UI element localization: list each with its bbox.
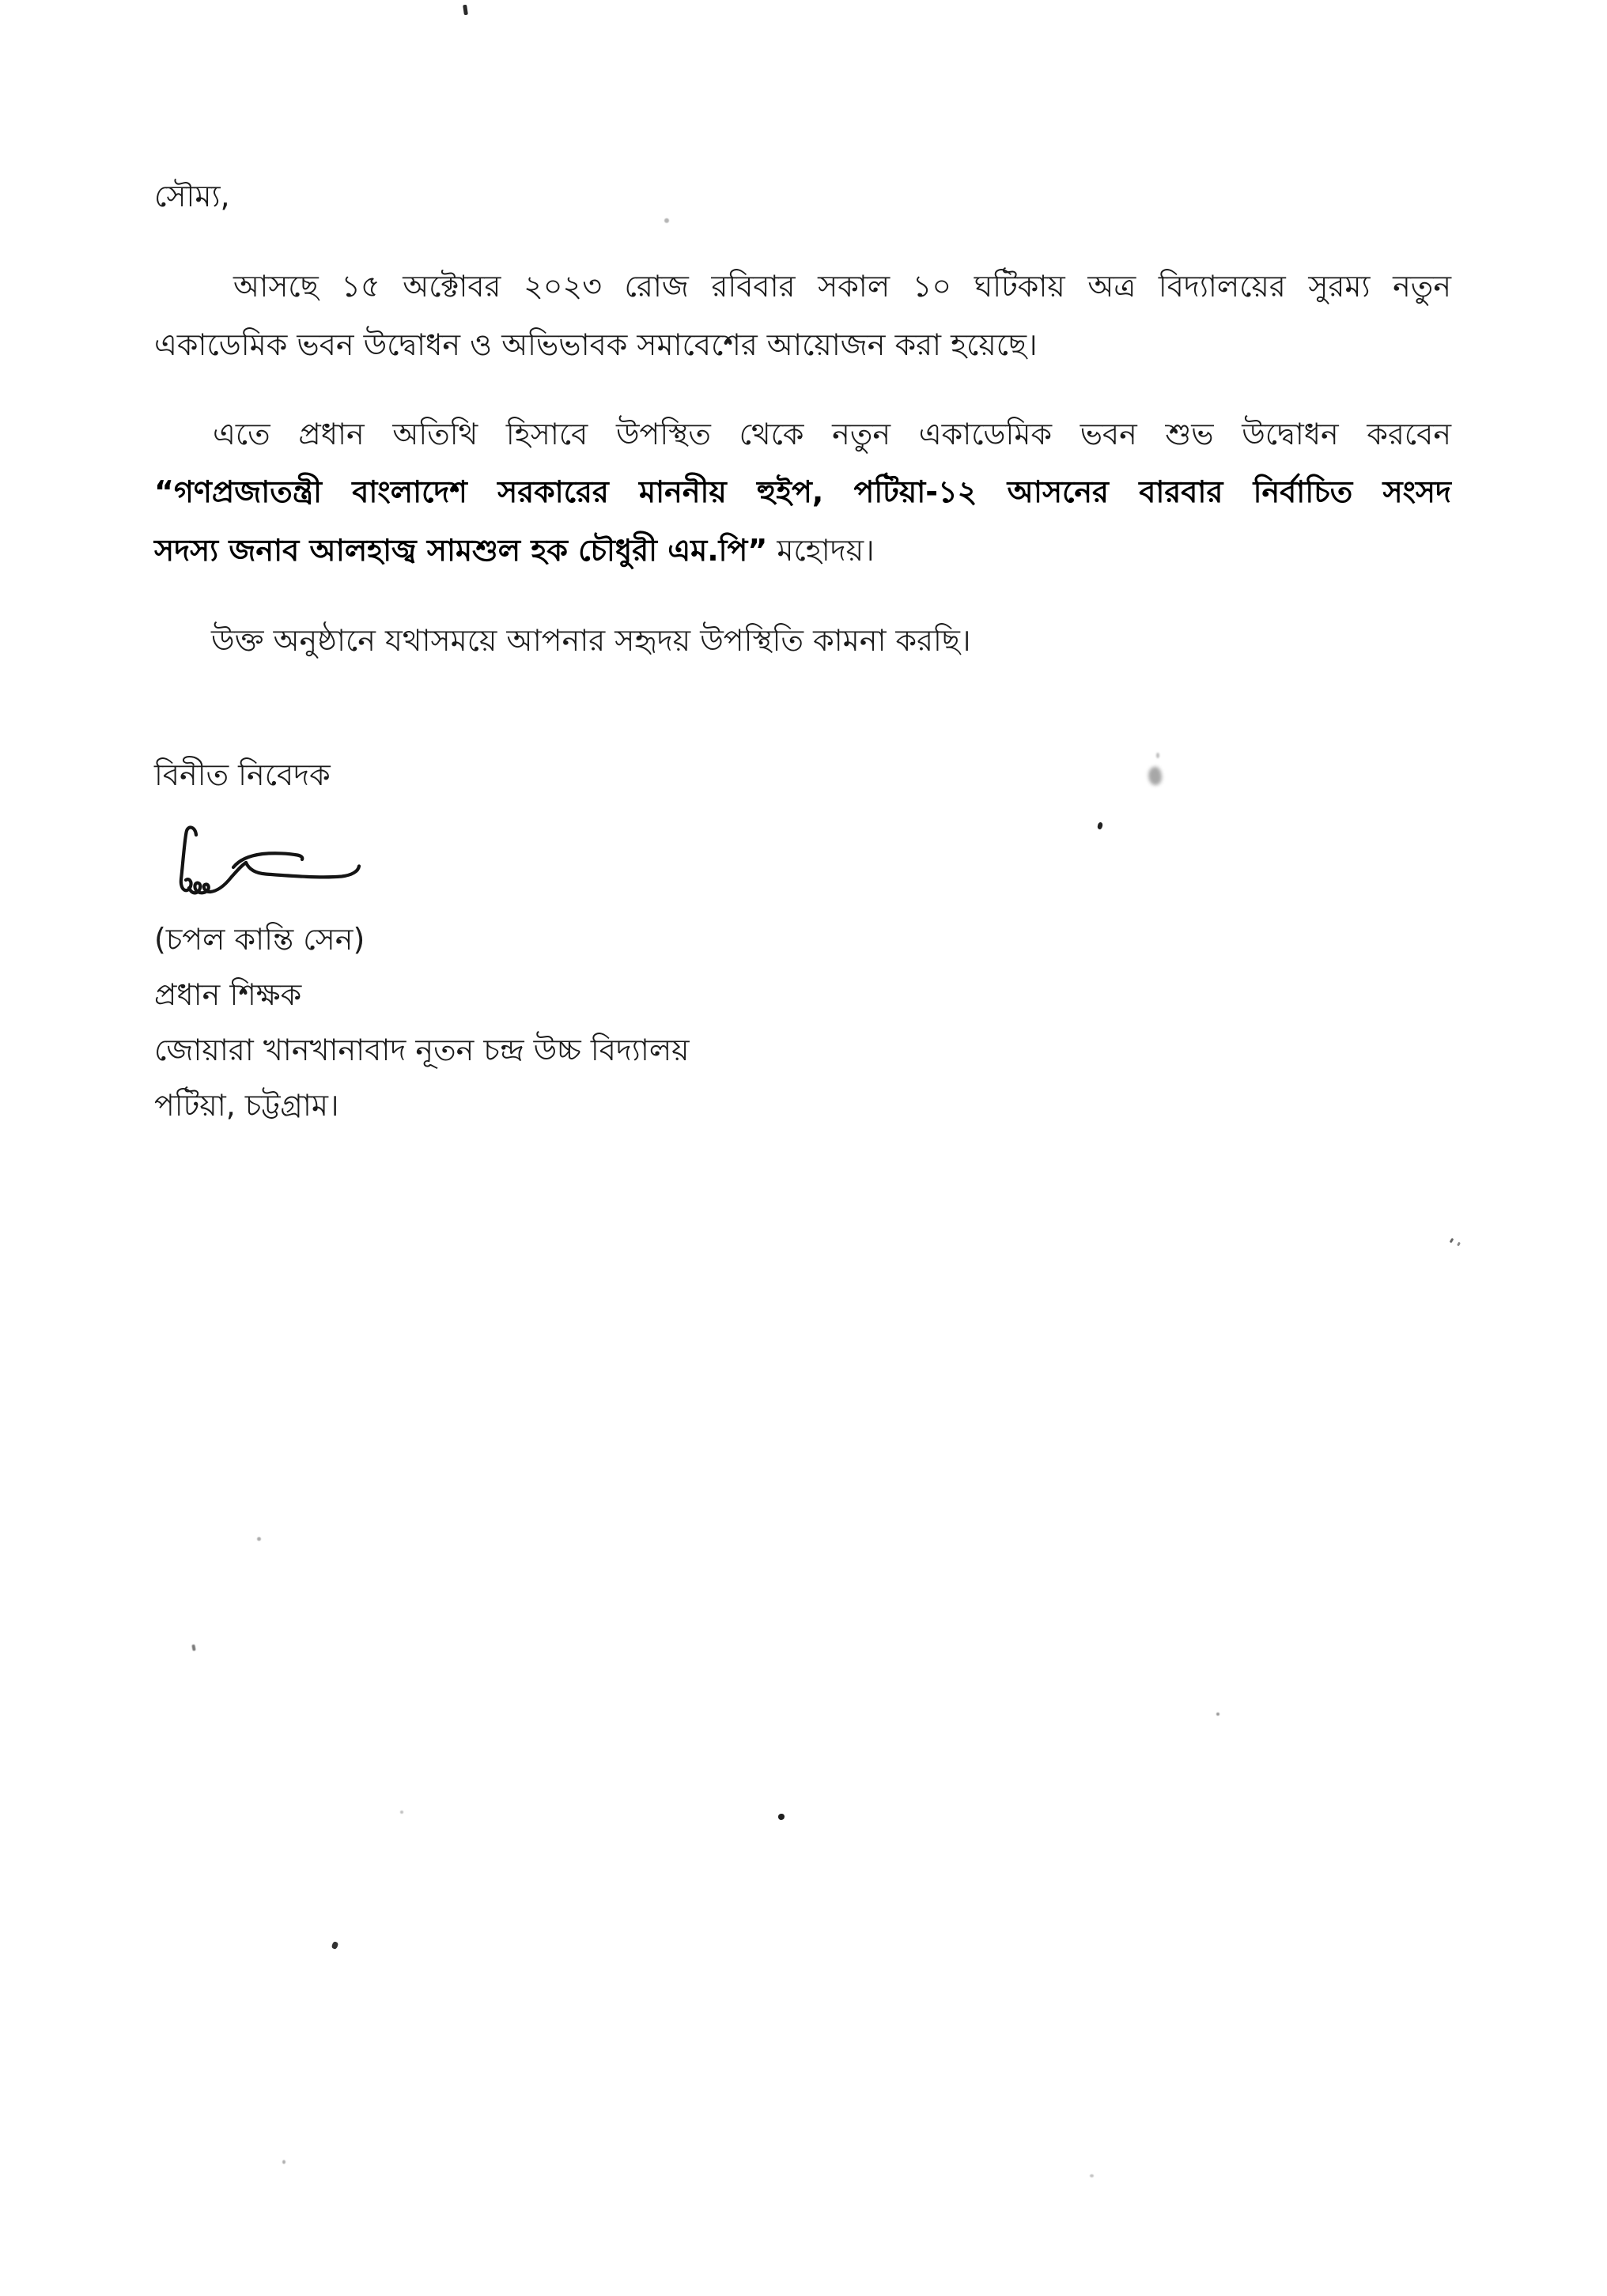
scan-speck xyxy=(257,1537,261,1541)
paragraph1-line1: আসছে ১৫ অক্টোবর ২০২৩ রোজ রবিবার সকাল ১০ ঘটিকায় অত্র বিদ্যালয়ের সুরম্য নতুন xyxy=(233,269,1451,304)
scan-speck xyxy=(1097,821,1103,829)
scan-speck xyxy=(191,1645,195,1652)
handwritten-signature xyxy=(172,822,370,901)
paragraph1-line2: একাডেমিক ভবন উদ্বোধন ও অভিভাবক সমাবেশের আয়োজন করা হয়েছে। xyxy=(154,327,1038,362)
scan-speck xyxy=(1156,753,1159,758)
signer-name: (চপল কান্তি সেন) xyxy=(154,922,365,957)
scan-speck xyxy=(1090,2174,1094,2177)
scan-speck xyxy=(282,2160,285,2164)
scan-speck xyxy=(778,1814,785,1820)
scan-speck xyxy=(463,5,468,16)
salutation: সৌম্য, xyxy=(154,179,230,213)
scan-speck xyxy=(400,1811,403,1814)
scan-speck xyxy=(1216,1713,1219,1716)
paragraph3-line1: উক্ত অনুষ্ঠানে যথাসময়ে আপনার সহৃদয় উপস্থিতি কামনা করছি। xyxy=(211,623,971,658)
scan-speck xyxy=(1457,1242,1461,1247)
paragraph2-line3-regular-part: মহোদয়। xyxy=(767,533,875,568)
scan-speck xyxy=(664,218,669,223)
paragraph2-line1: এতে প্রধান অতিথি হিসাবে উপস্থিত থেকে নতুন একাডেমিক ভবন শুভ উদ্বোধন করবেন xyxy=(213,417,1451,451)
signer-school: জোয়ারা খানখানাবাদ নূতন চন্দ্র উচ্চ বিদ্যালয় xyxy=(154,1033,690,1067)
signer-location: পটিয়া, চট্টগ্রাম। xyxy=(154,1088,339,1123)
closing: বিনীত নিবেদক xyxy=(154,757,331,792)
paragraph2-line3-bold-part: সদস্য জনাব আলহাজ্ব সামশুল হক চৌধুরী এম.পি” xyxy=(154,533,768,568)
paragraph2-line2-bold: “গণপ্রজাতন্ত্রী বাংলাদেশ সরকারের মাননীয় হুইপ, পটিয়া-১২ আসনের বারবার নির্বাচিত সংসদ xyxy=(154,474,1451,509)
scan-speck xyxy=(1450,1238,1454,1244)
scan-speck xyxy=(331,1941,339,1950)
signer-title: প্রধান শিক্ষক xyxy=(154,977,302,1012)
paragraph2-line3 xyxy=(154,528,1451,572)
